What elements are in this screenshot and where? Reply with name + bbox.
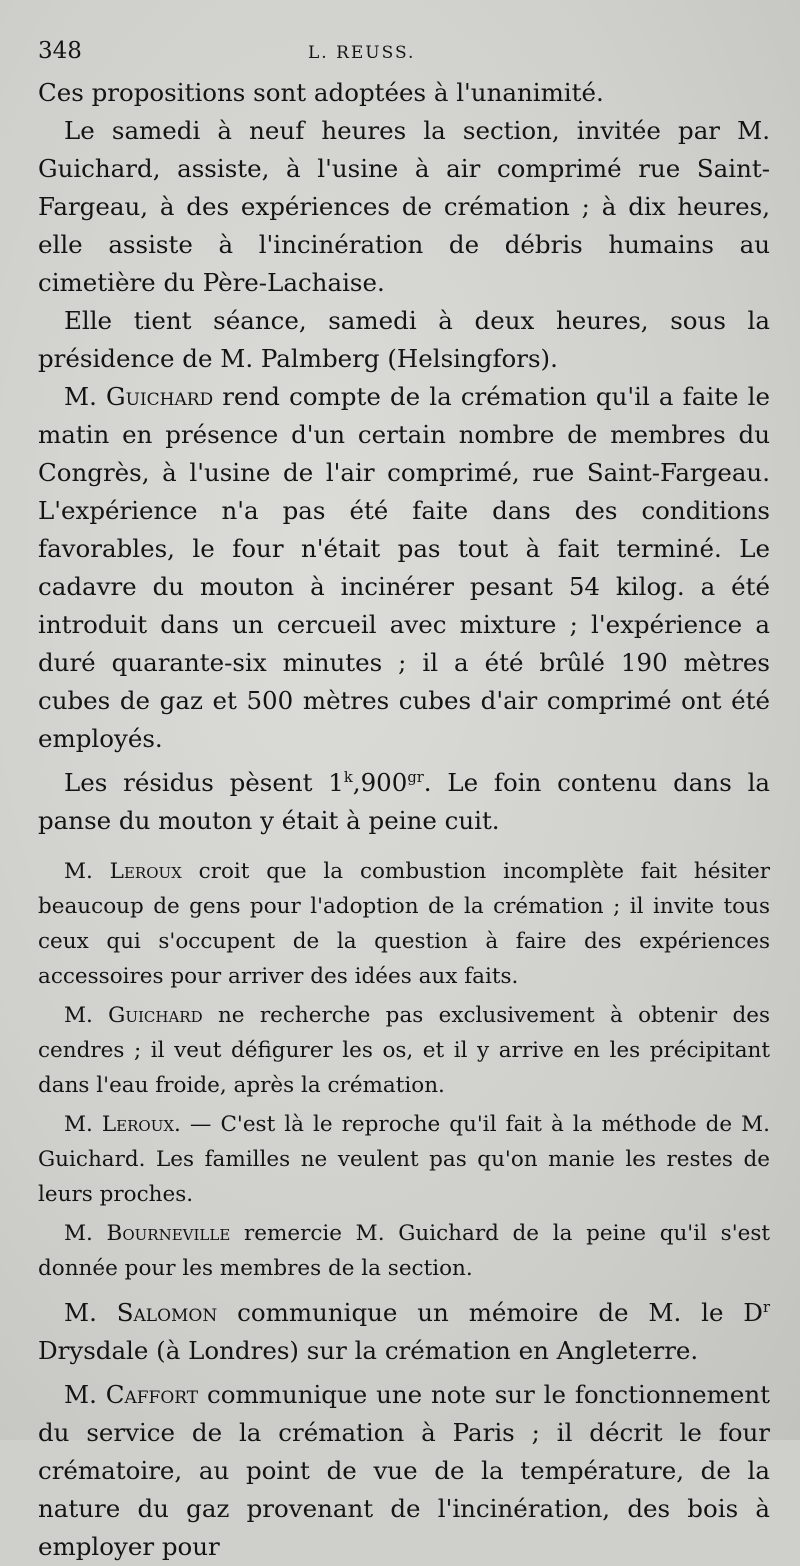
paragraph-10: [38, 1294, 770, 1370]
page-number: 348: [38, 38, 82, 64]
paragraph-text: Drysdale (à Londres) sur la crémation en Angleterre.: [38, 1336, 699, 1365]
speaker-name: M. Leroux.: [64, 1112, 181, 1137]
speaker-name: M. Leroux: [64, 859, 182, 884]
speaker-name: M. Guichard: [64, 1003, 203, 1028]
paragraph-text: communique une note sur le fonctionnement du service de la crémation à Paris ; il décrit le four crématoire, au point de vue de la température, de la nature du gaz provenant de l'incinération, des bois à employer pour: [38, 1380, 770, 1561]
paragraph-text: . Le foin contenu dans la panse du mouton y était à peine cuit.: [38, 768, 771, 835]
paragraph-text: croit que la combustion incomplète fait hésiter beaucoup de gens pour l'adoption de la crémation ; il invite tous ceux qui s'occupent de la question à faire des expériences accessoires pour arriver des idées aux faits.: [38, 859, 770, 989]
title-superscript: r: [762, 1298, 770, 1316]
running-title: L. REUSS.: [308, 43, 416, 63]
paragraph-text: Les résidus pèsent 1: [64, 768, 344, 797]
paragraph-5: [38, 764, 770, 840]
paragraph-text: communique un mémoire de M. le D: [217, 1298, 763, 1327]
paragraph-text: ne recherche pas exclusivement à obtenir des cendres ; il veut défigurer les os, et il y arrive en les précipitant dans l'eau froide, après la crémation.: [38, 1003, 770, 1098]
paragraph-1: Ces propositions sont adoptées à l'unanimité.: [38, 78, 604, 107]
speaker-name: M. Salomon: [64, 1298, 218, 1327]
unit-superscript: k: [343, 768, 353, 786]
paragraph-2: Le samedi à neuf heures la section, invitée par M. Guichard, assiste, à l'usine à air comprimé rue Saint-Fargeau, à des expériences de crémation ; à dix heures, elle assiste à l'incinération de débris humains au cimetière du Père-Lachaise.: [38, 116, 770, 297]
speaker-name: M. Guichard: [64, 382, 214, 411]
paragraph-text: rend compte de la crémation qu'il a faite le matin en présence d'un certain nombre de membres du Congrès, à l'usine de l'air comprimé, rue Saint-Fargeau. L'expérience n'a pas été faite dans des conditions favorables, le four n'était pas tout à fait terminé. Le cadavre du mouton à incinérer pesant 54 kilog. a été introduit dans un cercueil avec mixture ; l'expérience a duré quarante-six minutes ; il a été brûlé 190 mètres cubes de gaz et 500 mètres cubes d'air comprimé ont été employés.: [38, 382, 770, 753]
speaker-name: M. Caffort: [64, 1380, 199, 1409]
paragraph-7: [38, 998, 770, 1103]
paragraph-6: [38, 854, 770, 994]
page-header: [38, 38, 770, 74]
speaker-name: M. Bourneville: [64, 1221, 231, 1246]
paragraph-text: — C'est là le reproche qu'il fait à la méthode de M. Guichard. Les familles ne veulent pas qu'on manie les restes de leurs proches.: [38, 1112, 770, 1207]
paragraph-4: [38, 378, 770, 758]
paragraph-11: [38, 1376, 770, 1566]
unit-superscript: gr: [407, 768, 424, 786]
paragraph-text: remercie M. Guichard de la peine qu'il s'est donnée pour les membres de la section.: [38, 1221, 770, 1281]
paragraph-9: [38, 1216, 770, 1286]
paragraph-3: Elle tient séance, samedi à deux heures, sous la présidence de M. Palmberg (Helsingfors).: [38, 306, 770, 373]
paragraph-text: ,900: [352, 768, 408, 797]
paragraph-8: [38, 1107, 770, 1212]
